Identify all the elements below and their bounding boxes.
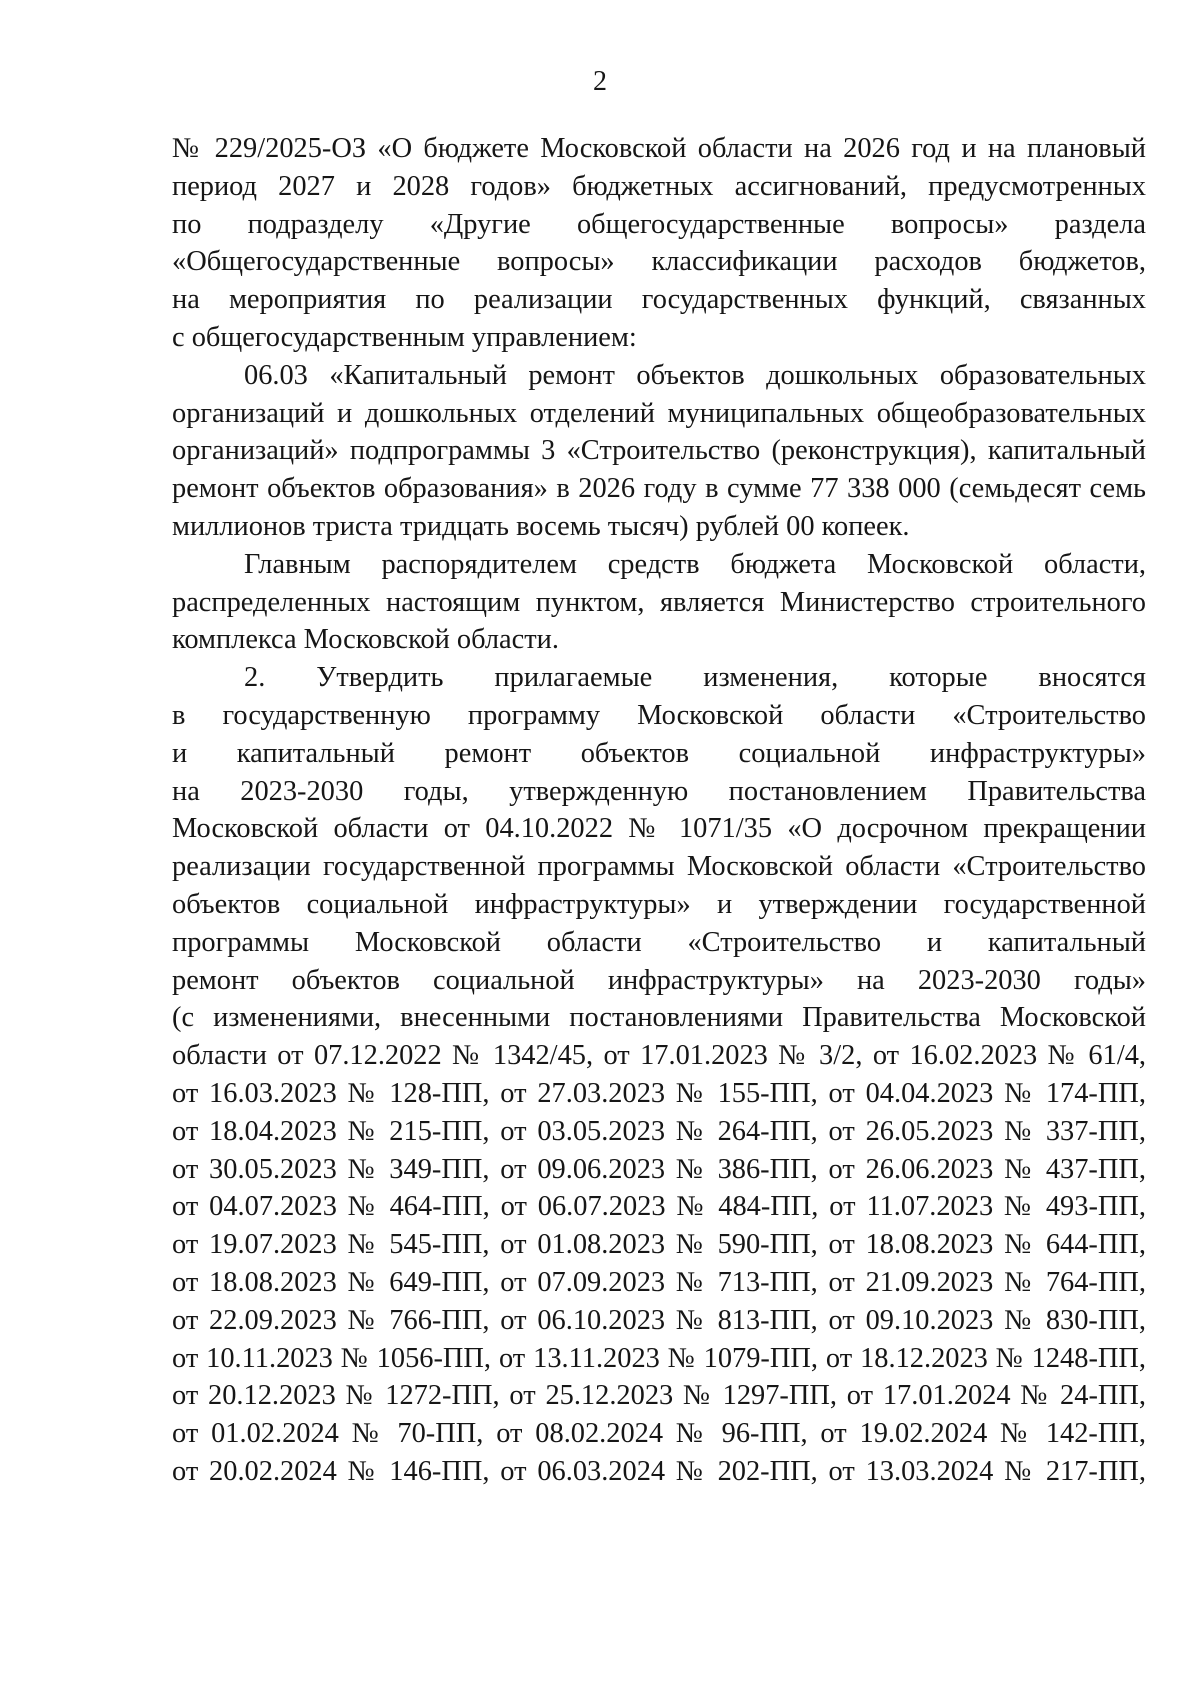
text-line: организаций» подпрограммы 3 «Строительство (реконструкция), капитальный bbox=[172, 435, 1146, 467]
text-line: от 20.12.2023 № 1272-ПП, от 25.12.2023 № 1297-ПП, от 17.01.2024 № 24-ПП, bbox=[172, 1380, 1146, 1412]
text-line: от 01.02.2024 № 70-ПП, от 08.02.2024 № 96-ПП, от 19.02.2024 № 142-ПП, bbox=[172, 1418, 1146, 1450]
text-line: в государственную программу Московской области «Строительство bbox=[172, 699, 1146, 731]
document-body bbox=[172, 130, 1146, 1491]
text-line: № 229/2025-ОЗ «О бюджете Московской области на 2026 год и на плановый bbox=[172, 133, 1146, 164]
text-line: 2. Утвердить прилагаемые изменения, которые вносятся bbox=[244, 662, 1146, 694]
paragraph-main-administrator bbox=[172, 546, 1146, 659]
text-line: (с изменениями, внесенными постановлениями Правительства Московской bbox=[172, 1002, 1146, 1034]
text-line: программы Московской области «Строительство и капитальный bbox=[172, 926, 1146, 958]
text-line: с общегосударственным управлением: bbox=[172, 321, 637, 353]
text-line: на 2023-2030 годы, утвержденную постановлением Правительства bbox=[172, 775, 1146, 807]
text-line: от 18.08.2023 № 649-ПП, от 07.09.2023 № 713-ПП, от 21.09.2023 № 764-ПП, bbox=[172, 1266, 1146, 1298]
paragraph-budget-reference bbox=[172, 130, 1146, 357]
text-line: по подразделу «Другие общегосударственные вопросы» раздела bbox=[172, 208, 1146, 240]
text-line: на мероприятия по реализации государственных функций, связанных bbox=[172, 284, 1146, 316]
text-line: от 19.07.2023 № 545-ПП, от 01.08.2023 № 590-ПП, от 18.08.2023 № 644-ПП, bbox=[172, 1229, 1146, 1261]
text-line: от 20.02.2024 № 146-ПП, от 06.03.2024 № 202-ПП, от 13.03.2024 № 217-ПП, bbox=[172, 1455, 1146, 1487]
text-line: организаций и дошкольных отделений муниципальных общеобразовательных bbox=[172, 397, 1146, 429]
text-line: области от 07.12.2022 № 1342/45, от 17.01.2023 № 3/2, от 16.02.2023 № 61/4, bbox=[172, 1040, 1146, 1072]
text-line: Главным распорядителем средств бюджета Московской области, bbox=[244, 548, 1146, 580]
text-line: распределенных настоящим пунктом, является Министерство строительного bbox=[172, 586, 1146, 618]
text-line: комплекса Московской области. bbox=[172, 624, 559, 656]
text-line: Московской области от 04.10.2022 № 1071/35 «О досрочном прекращении bbox=[172, 813, 1146, 845]
text-line: миллионов триста тридцать восемь тысяч) рублей 00 копеек. bbox=[172, 510, 910, 542]
text-line: от 10.11.2023 № 1056-ПП, от 13.11.2023 № 1079-ПП, от 18.12.2023 № 1248-ПП, bbox=[172, 1342, 1146, 1374]
text-line: ремонт объектов образования» в 2026 году в сумме 77 338 000 (семьдесят семь bbox=[172, 473, 1146, 505]
text-line: 06.03 «Капитальный ремонт объектов дошкольных образовательных bbox=[244, 359, 1146, 391]
text-line: и капитальный ремонт объектов социальной инфраструктуры» bbox=[172, 737, 1146, 769]
text-line: реализации государственной программы Московской области «Строительство bbox=[172, 851, 1146, 883]
text-line: от 22.09.2023 № 766-ПП, от 06.10.2023 № 813-ПП, от 09.10.2023 № 830-ПП, bbox=[172, 1304, 1146, 1336]
text-line: от 30.05.2023 № 349-ПП, от 09.06.2023 № 386-ПП, от 26.06.2023 № 437-ПП, bbox=[172, 1153, 1146, 1185]
text-line: «Общегосударственные вопросы» классификации расходов бюджетов, bbox=[172, 246, 1146, 278]
text-line: объектов социальной инфраструктуры» и утверждении государственной bbox=[172, 888, 1146, 920]
text-line: период 2027 и 2028 годов» бюджетных ассигнований, предусмотренных bbox=[172, 170, 1146, 202]
text-line: от 18.04.2023 № 215-ПП, от 03.05.2023 № 264-ПП, от 26.05.2023 № 337-ПП, bbox=[172, 1115, 1146, 1147]
text-line: от 04.07.2023 № 464-ПП, от 06.07.2023 № 484-ПП, от 11.07.2023 № 493-ПП, bbox=[172, 1191, 1146, 1223]
paragraph-program-amendments bbox=[172, 659, 1146, 1491]
page-number: 2 bbox=[593, 66, 607, 97]
text-line: ремонт объектов социальной инфраструктуры» на 2023-2030 годы» bbox=[172, 964, 1146, 996]
paragraph-capital-repair bbox=[172, 357, 1146, 546]
text-line: от 16.03.2023 № 128-ПП, от 27.03.2023 № 155-ПП, от 04.04.2023 № 174-ПП, bbox=[172, 1077, 1146, 1109]
